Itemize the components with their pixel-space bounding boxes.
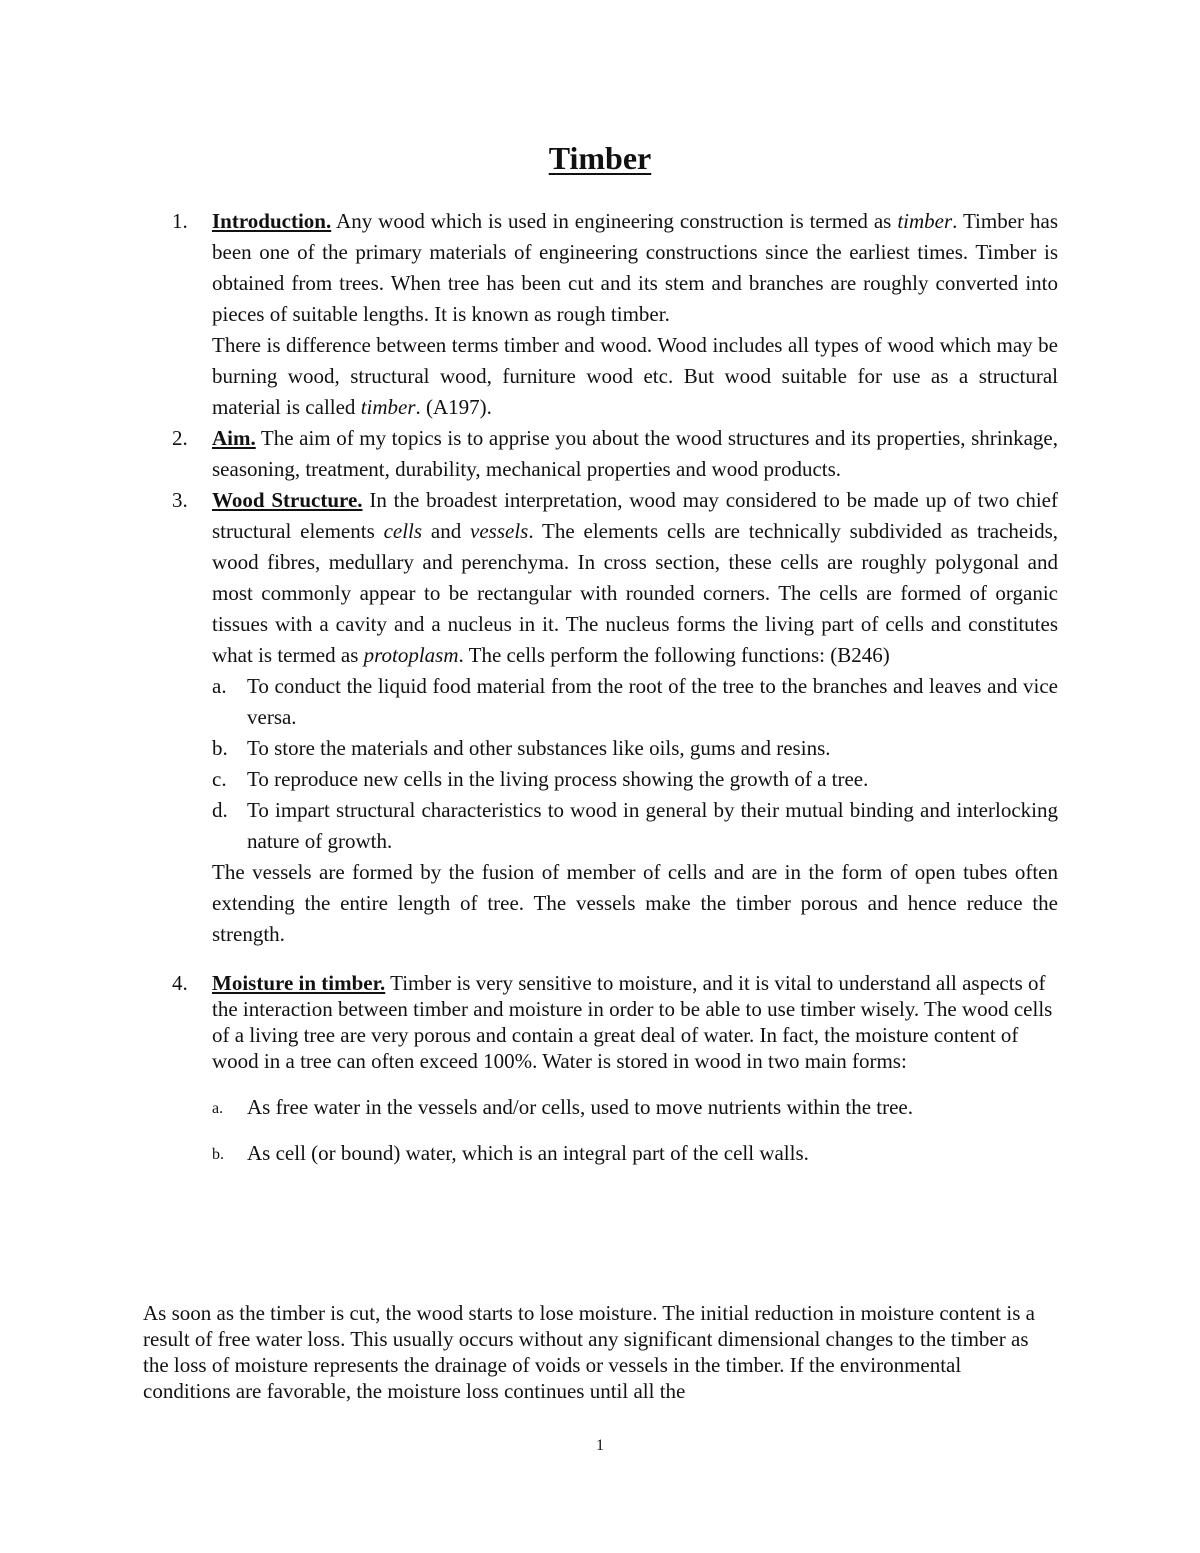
wood-structure-em-vessels: vessels [470, 519, 529, 543]
introduction-para2-emphasis: timber [360, 395, 416, 419]
moisture-heading: Moisture in timber. [212, 971, 386, 995]
sub-item-letter: c. [212, 767, 227, 791]
introduction-text-end: . Timber has been one of the primary materials of engineering constructions since the earliest times. Timber is obtained from trees. When tree has been cut and its stem and branches are roughly converted into pieces of suitable lengths. It is known as rough timber. [212, 209, 1058, 326]
aim-text: The aim of my topics is to apprise you about the wood structures and its properties, shrinkage, seasoning, treatment, durability, mechanical properties and wood products. [212, 426, 1058, 481]
sub-item-letter: d. [212, 798, 228, 822]
page-number: 1 [596, 1437, 604, 1454]
sub-item-letter: a. [212, 674, 227, 698]
sub-item [212, 764, 1058, 795]
sub-item-text: As cell (or bound) water, which is an integral part of the cell walls. [247, 1141, 809, 1165]
sub-item [212, 733, 1058, 764]
list-item-wood-structure [172, 485, 1058, 950]
introduction-paragraph-2 [212, 330, 1058, 423]
introduction-text: Any wood which is used in engineering construction is termed as [331, 209, 898, 233]
introduction-para2-text: There is difference between terms timber and wood. Wood includes all types of wood which may be burning wood, structural wood, furniture wood etc. But wood suitable for use as a structural material is called [212, 333, 1058, 419]
item-number: 3. [172, 488, 188, 512]
item-number: 4. [172, 971, 188, 995]
wood-structure-heading: Wood Structure. [212, 488, 363, 512]
sub-item-text: To conduct the liquid food material from the root of the tree to the branches and leaves and vice versa. [247, 674, 1058, 729]
moisture-paragraph [212, 970, 1058, 1074]
sub-item [212, 1140, 1058, 1166]
wood-structure-em-cells: cells [383, 519, 423, 543]
sub-item-letter: a. [212, 1100, 224, 1117]
item-number: 1. [172, 209, 188, 233]
numbered-list [172, 206, 1058, 1166]
sub-item-letter: b. [212, 736, 228, 760]
wood-structure-text-d: . The cells perform the following functions: (B246) [458, 643, 890, 667]
sub-item-text: As free water in the vessels and/or cells, used to move nutrients within the tree. [247, 1095, 913, 1119]
list-item-moisture [172, 970, 1058, 1166]
introduction-heading: Introduction. [212, 209, 332, 233]
introduction-paragraph [212, 206, 1058, 330]
sub-item [212, 1094, 1058, 1120]
page-title: Timber [548, 140, 652, 176]
list-item-aim [172, 423, 1058, 485]
wood-structure-em-protoplasm: protoplasm [363, 643, 459, 667]
sub-item-text: To impart structural characteristics to wood in general by their mutual binding and interlocking nature of growth. [247, 798, 1058, 853]
list-item-introduction [172, 206, 1058, 423]
tail-paragraph: As soon as the timber is cut, the wood starts to lose moisture. The initial reduction in moisture content is a result of free water loss. This usually occurs without any significant dimensional changes to the timber as the loss of moisture represents the drainage of voids or vessels in the timber. If the environmental conditions are favorable, the moisture loss continues until all the [143, 1301, 1035, 1403]
aim-heading: Aim. [212, 426, 256, 450]
spacer [172, 950, 1058, 970]
sub-item [212, 671, 1058, 733]
aim-paragraph [212, 423, 1058, 485]
wood-structure-text-c: . The elements cells are technically subdivided as tracheids, wood fibres, medullary and perenchyma. In cross section, these cells are roughly polygonal and most commonly appear to be rectangular with rounded corners. The cells are formed of organic tissues with a cavity and a nucleus in it. The nucleus forms the living part of cells and constitutes what is termed as [212, 519, 1058, 667]
wood-structure-text-a: In the broadest interpretation, wood may considered to be made up of two chief structural elements [212, 488, 1058, 543]
wood-structure-paragraph [212, 485, 1058, 671]
wood-structure-text-b: and [422, 519, 471, 543]
moisture-text: Timber is very sensitive to moisture, and it is vital to understand all aspects of the interaction between timber and moisture in order to be able to use timber wisely. The wood cells of a living tree are very porous and contain a great deal of water. In fact, the moisture content of wood in a tree can often exceed 100%. Water is stored in wood in two main forms: [212, 971, 1053, 1073]
sub-item-letter: b. [212, 1146, 224, 1163]
introduction-emphasis: timber [897, 209, 953, 233]
introduction-para2-end: . (A197). [415, 395, 492, 419]
item-number: 2. [172, 426, 188, 450]
sub-item-text: To store the materials and other substances like oils, gums and resins. [247, 736, 831, 760]
sub-item [212, 795, 1058, 857]
sub-item-text: To reproduce new cells in the living process showing the growth of a tree. [247, 767, 869, 791]
wood-structure-closing: The vessels are formed by the fusion of member of cells and are in the form of open tubes often extending the entire length of tree. The vessels make the timber porous and hence reduce the strength. [212, 860, 1058, 946]
